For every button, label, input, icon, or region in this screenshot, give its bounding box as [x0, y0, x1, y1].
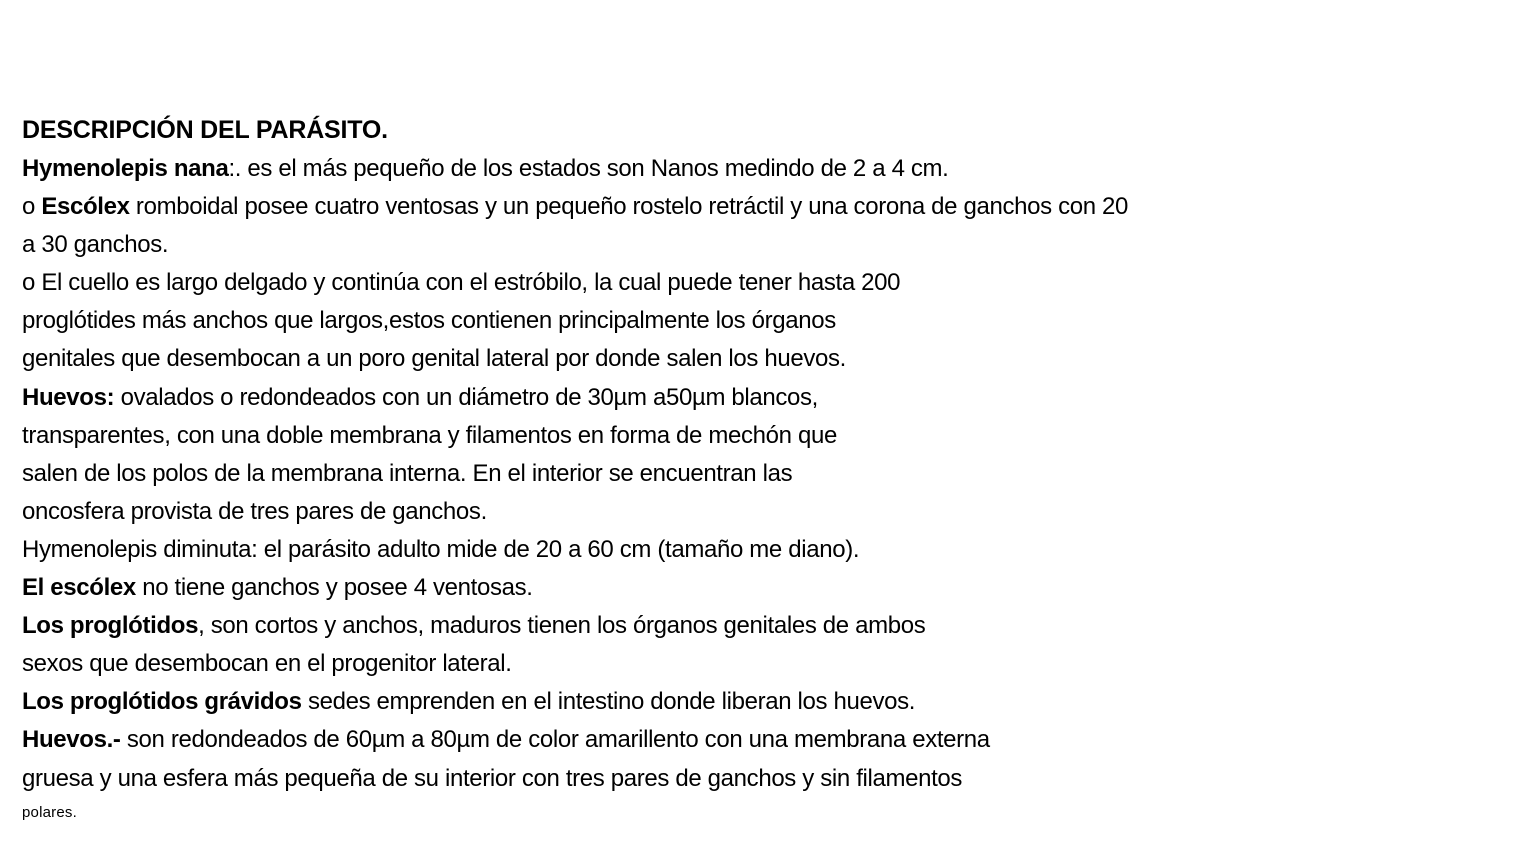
line-text: :. es el más pequeño de los estados son Nanos medindo de 2 a 4 cm.	[228, 155, 949, 182]
text-line	[22, 683, 1512, 721]
text-line	[22, 264, 1512, 302]
document-body	[22, 114, 1512, 828]
final-line: polares.	[22, 803, 77, 821]
line-text: ovalados o redondeados con un diámetro de 30µm a50µm blancos,	[114, 383, 818, 411]
text-line	[22, 226, 1512, 264]
text-line	[22, 493, 1512, 531]
line-text: proglótides más anchos que largos,estos contienen principalmente los órganos	[22, 307, 836, 335]
bold-term: Huevos.-	[22, 726, 121, 754]
line-text: sexos que desembocan en el progenitor lateral.	[22, 650, 512, 678]
line-text: romboidal posee cuatro ventosas y un pequeño rostelo retráctil y una corona de ganchos con 20	[129, 193, 1129, 221]
bold-term: Hymenolepis nana	[22, 155, 229, 182]
text-line	[22, 607, 1512, 645]
line-text: sedes emprenden en el intestino donde liberan los huevos.	[301, 688, 916, 716]
text-line	[22, 150, 1512, 188]
line-text: o El cuello es largo delgado y continúa con el estróbilo, la cual puede tener hasta 200	[22, 269, 901, 297]
bold-term: Escólex	[41, 193, 130, 221]
line-text: genitales que desembocan a un poro genital lateral por donde salen los huevos.	[22, 345, 846, 373]
text-line	[22, 531, 1512, 569]
text-line	[22, 302, 1512, 340]
line-text: transparentes, con una doble membrana y filamentos en forma de mechón que	[22, 421, 837, 449]
text-line	[22, 417, 1512, 455]
bold-term: Los proglótidos grávidos	[22, 688, 302, 716]
line-text: a 30 ganchos.	[22, 231, 169, 259]
heading-title: DESCRIPCIÓN DEL PARÁSITO.	[22, 116, 388, 144]
text-line	[22, 455, 1512, 493]
text-line	[22, 188, 1512, 226]
text-line	[22, 340, 1512, 378]
bold-term: Los proglótidos	[22, 612, 199, 640]
line-text: son redondeados de 60µm a 80µm de color amarillento con una membrana externa	[120, 726, 990, 754]
bullet-prefix: o	[22, 193, 42, 221]
bold-term: Huevos:	[22, 383, 115, 411]
text-line	[22, 379, 1512, 417]
line-text: , son cortos y anchos, maduros tienen los órganos genitales de ambos	[198, 612, 926, 640]
line-text: gruesa y una esfera más pequeña de su interior con tres pares de ganchos y sin filamentos	[22, 764, 963, 792]
text-line	[22, 569, 1512, 607]
line-text: oncosfera provista de tres pares de ganchos.	[22, 497, 487, 525]
line-text: no tiene ganchos y posee 4 ventosas.	[135, 574, 533, 602]
line-text: salen de los polos de la membrana interna. En el interior se encuentran las	[22, 459, 793, 487]
text-line	[22, 760, 1512, 798]
text-line	[22, 645, 1512, 683]
bold-term: El escólex	[22, 574, 136, 602]
text-line	[22, 721, 1512, 759]
line-text: Hymenolepis diminuta: el parásito adulto mide de 20 a 60 cm (tamaño me diano).	[22, 535, 860, 563]
